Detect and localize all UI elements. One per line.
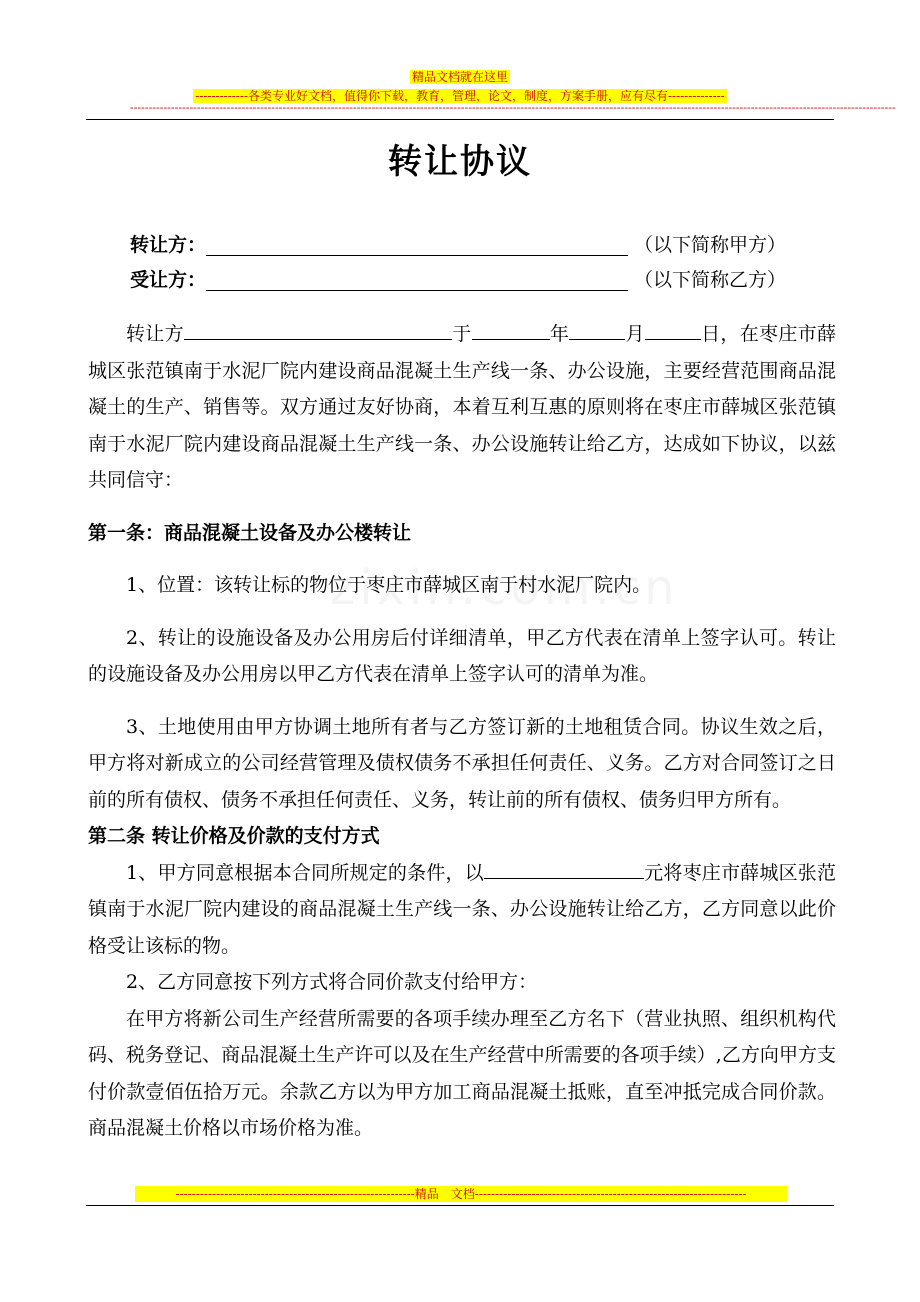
blank-year xyxy=(472,317,550,340)
article-2-clause-1: 1、甲方同意根据本合同所规定的条件，以 元将枣庄市薛城区张范镇南于水泥厂院内建设的商品混凝土生产线一条、办公设施转让给乙方，乙方同意以此价格受让该标的物。 xyxy=(88,855,836,965)
blank-month xyxy=(569,317,625,340)
article-1-clause-2: 2、转让的设施设备及办公用房后付详细清单，甲乙方代表在清单上签字认可。转让的设施设备及办公用房以甲乙方代表在清单上签字认可的清单为准。 xyxy=(88,626,836,685)
article-2-clause-3: 在甲方将新公司生产经营所需要的各项手续办理至乙方名下（营业执照、组织机构代码、税务登记、商品混凝土生产许可以及在生产经营中所需要的各项手续）,乙方向甲方支付价款壹佰伍拾万元。余款乙方以为甲方加工商品混凝土抵账，直至冲抵完成合同价款。商品混凝土价格以市场价格为准。 xyxy=(88,1007,836,1139)
intro-paragraph: 转让方 于 年 月 日，在枣庄市薛城区张范镇南于水泥厂院内建设商品混凝土生产线一条、办公设施，主要经营范围商品混凝土的生产、销售等。双方通过友好协商，本着互利互惠的原则将在枣庄市薛城区张范镇南于水泥厂院内建设商品混凝土生产线一条、办公设施转让给乙方，达成如下协议，以兹共同信守： xyxy=(88,316,836,499)
header-banner-tagline: -------------各类专业好文档，值得你下载，教育，管理，论文，制度，方案手册，应有尽有-------------- xyxy=(195,89,725,103)
header-banner-title: 精品文档就在这里 xyxy=(411,70,508,84)
party-transferor-line xyxy=(130,230,830,260)
article-1-clause-3: 3、土地使用由甲方协调土地所有者与乙方签订新的土地租赁合同。协议生效之后，甲方将对新成立的公司经营管理及债权债务不承担任何责任、义务。乙方对合同签订之日前的所有债权、债务不承担任何责任、义务，转让前的所有债权、债务归甲方所有。 xyxy=(88,715,836,811)
party-transferor-blank xyxy=(206,233,628,256)
article-2-heading: 第二条 转让价格及价款的支付方式 xyxy=(88,825,380,847)
party-transferee-note: （以下简称乙方） xyxy=(634,269,787,291)
party-transferor-note: （以下简称甲方） xyxy=(634,234,787,256)
article-1-clause-1: 1、位置：该转让标的物位于枣庄市薛城区南于村水泥厂院内。 xyxy=(126,574,652,596)
article-1-heading: 第一条：商品混凝土设备及办公楼转让 xyxy=(88,521,412,544)
party-transferee-label: 受让方： xyxy=(130,269,207,291)
header-dashed-line: -------------------------------------------------------------------------------------------------------------------------------------------------------------------------------------------------------------- xyxy=(130,101,896,114)
blank-day xyxy=(645,317,701,340)
document-title: 转让协议 xyxy=(388,142,532,182)
party-transferee-line xyxy=(130,265,830,295)
blank-price xyxy=(484,856,644,879)
party-transferee-blank xyxy=(206,268,628,291)
party-transferor-label: 转让方： xyxy=(130,234,207,256)
header-rule xyxy=(86,119,834,120)
blank-transferor-name xyxy=(184,317,452,340)
document-body xyxy=(88,316,836,1147)
footer-rule xyxy=(86,1205,834,1206)
footer-banner: -----------------------------------------------------------精品 文档------------------------------------------------------------------- xyxy=(135,1186,787,1202)
article-2-clause-2: 2、乙方同意按下列方式将合同价款支付给甲方： xyxy=(126,971,538,993)
